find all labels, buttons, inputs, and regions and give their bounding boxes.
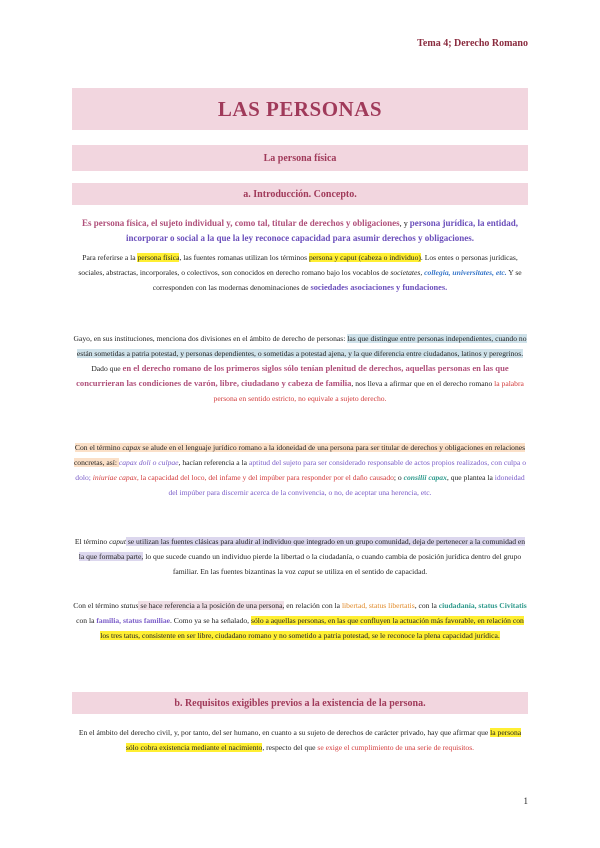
section-a-banner: [72, 183, 528, 205]
p3-s3: Dado que: [91, 364, 123, 373]
p5-s4: lo que sucede cuando un individuo pierde la libertad o la ciudadanía, o cuando cambia de posición jurídica dentro del grupo familiar. En las fuentes bizantinas la voz: [143, 552, 522, 576]
p6-s5: libertad, status libertatis: [341, 601, 415, 610]
p1-s4: ,: [473, 218, 478, 228]
p5-s1: El término: [74, 537, 110, 546]
p3-s1: Gayo, en sus instituciones, menciona dos divisiones en el ámbito de derecho de personas:: [73, 334, 348, 343]
section-b-heading: b. Requisitos exigibles previos a la existencia de la persona.: [174, 697, 426, 709]
p2-s6: . Los entes o personas jurídicas, sociales, abstractas, incorporales, o colectivos, son conocidos en derecho romano bajo los vocablos de: [78, 253, 518, 277]
title-banner: [72, 88, 528, 130]
p2-s8: collegia, universitates, etc.: [424, 268, 507, 277]
p7-s4: se exige el cumplimiento de una serie de requisitos.: [317, 743, 475, 752]
page-number: 1: [523, 796, 528, 806]
p6-s11: sólo a aquellas personas, en las que confluyen la actuación más favorable, en relación con los tres tatus, consistente en ser libre, ciudadano romano y no sometido a patria potestad, se le reconoce la plena capacidad jurídica.: [100, 616, 524, 640]
section-a-heading: a. Introducción. Concepto.: [243, 188, 357, 200]
p2-s1: Para referirse a la: [82, 253, 138, 262]
p1-s5: la entidad, incorporar o social a la que la ley reconoce capacidad para asumir derechos y obligaciones.: [125, 218, 519, 243]
p6-s6: , con la: [414, 601, 439, 610]
paragraph-terms: [72, 250, 528, 295]
paragraph-requisites: [72, 725, 528, 755]
p6-s7: ciudadanía, status Civitatis: [438, 601, 527, 610]
p3-s2: las que distingue entre personas independientes, cuando no están sometidas a patria potestad, y personas dependientes, o sometidas a potestad ajena, y la que diferencia entre ciudadanos, latinos y peregrinos.: [76, 334, 527, 358]
p4-s9: ; o: [393, 473, 404, 482]
page-title: LAS PERSONAS: [217, 96, 383, 121]
p1-s2: , y: [399, 219, 410, 228]
p6-s10: . Como ya se ha señalado,: [170, 616, 251, 625]
paragraph-caput: [72, 534, 528, 579]
p4-s5: , hacían referencia a la: [178, 458, 249, 467]
p5-s3: se utilizan las fuentes clásicas para aludir al individuo que integrado en un grupo comunidad, deja de pertenecer a la comunidad en la que formaba parte,: [78, 537, 526, 561]
p4-s6: aptitud del sujeto para ser considerado responsable de actos propios realizados, con culpa o dolo;: [75, 458, 527, 482]
paragraph-capax: [72, 440, 528, 500]
paragraph-gayo: [72, 331, 528, 406]
p4-s10: consilii capax: [403, 473, 447, 482]
p7-s3: , respecto del que: [262, 743, 318, 752]
p2-s4: persona y caput: [308, 253, 357, 262]
p2-s5: (cabeza o individuo): [356, 253, 421, 262]
p3-s5: , nos lleva a afirmar que en el derecho romano: [351, 379, 495, 388]
p7-s1: En el ámbito del derecho civil, y, por tanto, del ser humano, en cuanto a su sujeto de derechos de carácter privado, hay que afirmar que: [78, 728, 491, 737]
p2-s7: societates,: [390, 268, 425, 277]
paragraph-definition: [72, 216, 528, 246]
p4-s3: se alude en el lenguaje jurídico romano a la idoneidad de una persona para ser titular de derechos y obligaciones en relaciones concretas, así:: [73, 443, 526, 467]
p4-s12: idoneidad del impúber para discernir acerca de la convivencia, o no, de aceptar una herencia, etc.: [168, 473, 525, 497]
running-header: Tema 4; Derecho Romano: [417, 38, 528, 49]
p4-s2: capax: [122, 443, 141, 452]
p2-s9: Y se corresponden con las modernas denominaciones de: [152, 268, 522, 292]
paragraph-status: [72, 598, 528, 643]
page-subtitle: La persona física: [263, 152, 337, 164]
p3-s6: la palabra persona en sentido estricto, no equivale a sujeto derecho.: [213, 379, 524, 403]
section-b-banner: [72, 692, 528, 714]
p2-s3: , las fuentes romanas utilizan los términos: [179, 253, 309, 262]
p2-s2: persona física: [137, 253, 180, 262]
p6-s4: en relación con la: [284, 601, 342, 610]
p2-s10: sociedades asociaciones y fundaciones.: [310, 283, 448, 292]
p6-s8: con la: [76, 616, 97, 625]
p7-s2: la persona sólo cobra existencia mediante el nacimiento: [125, 728, 522, 752]
p4-s8: la capacidad del loco, del infame y del impúber para responder por el daño causado: [138, 473, 394, 482]
p6-s3: se hace referencia a la posición de una persona,: [138, 601, 285, 610]
p4-s4: capax doli o culpae: [118, 458, 179, 467]
p4-s1: Con el término: [74, 443, 123, 452]
p5-s5: caput: [297, 567, 315, 576]
p6-s9: familia, status familiae: [96, 616, 170, 625]
p5-s2: caput: [109, 537, 126, 546]
p6-s2: status: [120, 601, 139, 610]
p1-s1: Es persona física, el sujeto individual y, como tal, titular de derechos y obligaciones: [81, 218, 400, 228]
p1-s3: persona jurídica: [409, 218, 474, 228]
p6-s1: Con el término: [73, 601, 121, 610]
subtitle-banner: [72, 145, 528, 171]
p4-s7: iniuriae capax,: [92, 473, 139, 482]
p4-s11: , que plantea la: [446, 473, 495, 482]
p3-s4: en el derecho romano de los primeros siglos sólo tenían plenitud de derechos, aquellas personas en las que concurrieran las condiciones de varón, libre, ciudadano y cabeza de familia: [76, 363, 509, 388]
p5-s6: se utiliza en el sentido de capacidad.: [314, 567, 428, 576]
